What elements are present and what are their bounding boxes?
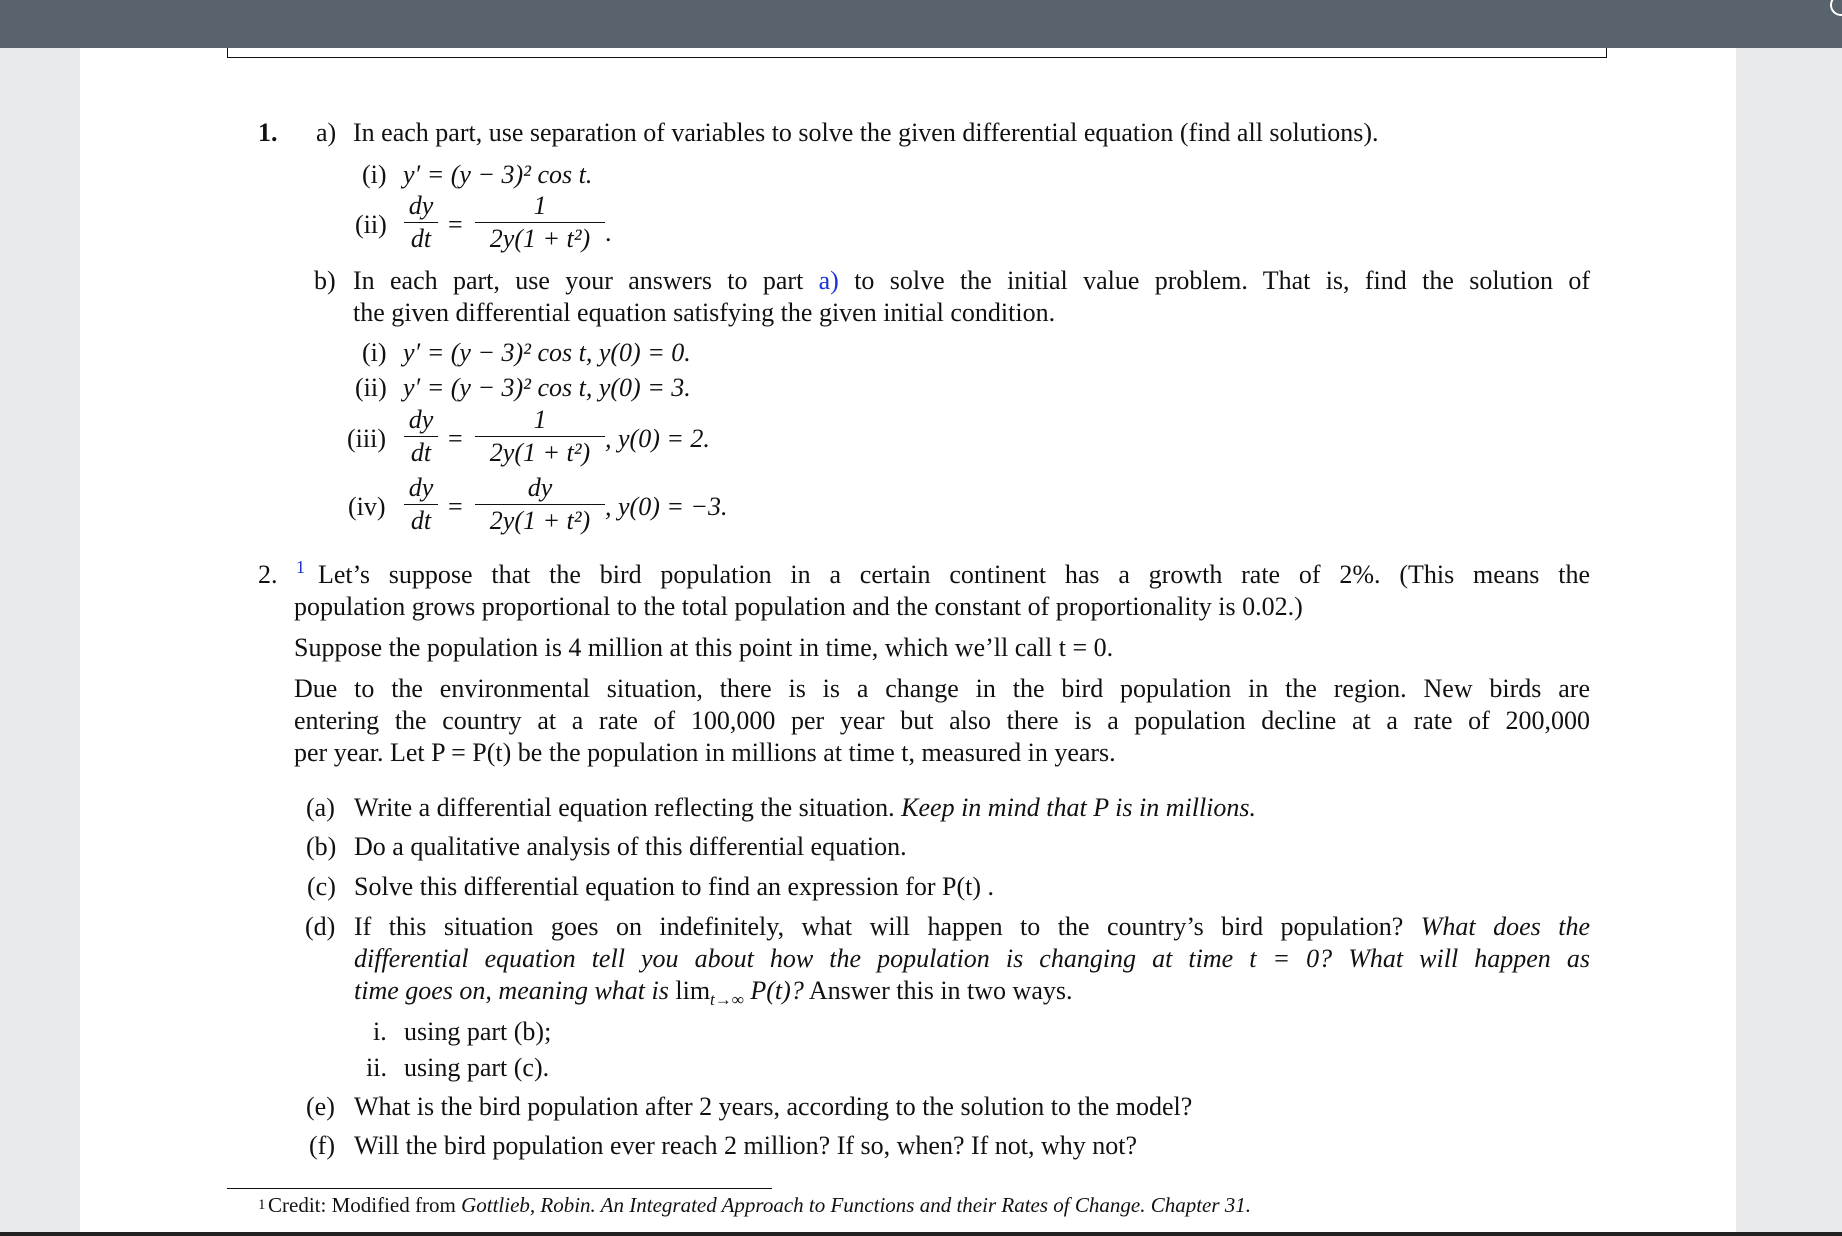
- item-1b-iv-lhs-fraction: dy dt: [404, 474, 438, 535]
- footnote-text: Credit: Modified from Gottlieb, Robin. An Integrated Approach to Functions and their Rates of Change. Chapter 31.: [268, 1193, 1252, 1217]
- item-1b-iii-rhs-fraction: 1 2y(1 + t²): [475, 406, 605, 467]
- item-1b-ii-expr: y′ = (y − 3)² cos t, y(0) = 3.: [403, 373, 691, 402]
- item-2c-text: Solve this differential equation to find an expression for P(t) .: [354, 872, 994, 901]
- subitem-ii-text: using part (c).: [404, 1053, 550, 1082]
- equals-sign: =: [448, 492, 463, 521]
- item-2d-line3: time goes on, meaning what is $\lim_{t\to\infty} P(t)$? Answer this in two ways.: [354, 976, 1073, 1010]
- item-2b-label: (b): [306, 832, 337, 861]
- item-1b-iii-lhs-fraction: dy dt: [404, 406, 438, 467]
- problem-2-para2: Suppose the population is 4 million at this point in time, which we’ll call t = 0.: [294, 633, 1114, 662]
- problem-1a-text: In each part, use separation of variables to solve the given differential equation (find all solutions).: [353, 118, 1379, 147]
- item-1a-ii-rhs-fraction: 1 2y(1 + t²): [475, 192, 605, 253]
- item-2f-text: Will the bird population ever reach 2 million? If so, when? If not, why not?: [354, 1131, 1138, 1160]
- equals-sign: =: [448, 424, 463, 453]
- item-2e-text: What is the bird population after 2 years, according to the solution to the model?: [354, 1092, 1193, 1121]
- problem-2-para1-line2: population grows proportional to the total population and the constant of proportionality is 0.02.): [294, 592, 1303, 621]
- item-2d-label: (d): [305, 912, 336, 941]
- problem-2-number: 2.: [258, 560, 278, 589]
- footnote-mark: 1: [258, 1197, 266, 1213]
- item-2a-label: (a): [306, 793, 335, 822]
- item-2d-line1: If this situation goes on indefinitely, what will happen to the country’s bird population? What does the: [354, 912, 1590, 941]
- item-2e-label: (e): [306, 1092, 335, 1121]
- problem-2-para3-line3: per year. Let P = P(t) be the population in millions at time t, measured in years.: [294, 738, 1116, 767]
- problem-2-para1-line1: Let’s suppose that the bird population in a certain continent has a growth rate of 2%. (This means the: [318, 560, 1590, 589]
- subitem-i-label: i.: [373, 1017, 387, 1046]
- subitem-i-text: using part (b);: [404, 1017, 552, 1046]
- footnote-link[interactable]: 1: [296, 557, 305, 577]
- item-2b-text: Do a qualitative analysis of this differential equation.: [354, 832, 907, 861]
- subitem-ii-label: ii.: [366, 1053, 387, 1082]
- item-2d-line2: differential equation tell you about how the population is changing at time t = 0? What will happen as: [354, 944, 1590, 973]
- viewer-toolbar: [0, 0, 1842, 48]
- item-2f-label: (f): [309, 1131, 335, 1160]
- item-1a-i-expr: y′ = (y − 3)² cos t.: [403, 160, 593, 189]
- page-top-rule: [227, 48, 1607, 58]
- item-2a-text: Write a differential equation reflecting the situation. Keep in mind that P is in millions.: [354, 793, 1257, 822]
- item-1b-i-label: (i): [362, 338, 387, 367]
- bottom-edge: [0, 1232, 1842, 1236]
- item-1b-iv-tail: , y(0) = −3.: [605, 492, 728, 521]
- problem-2-para3-line1: Due to the environmental situation, there is is a change in the bird population in the region. New birds are: [294, 674, 1590, 703]
- item-1a-ii-label: (ii): [355, 210, 387, 239]
- item-1b-iii-label: (iii): [347, 424, 386, 453]
- problem-1a-label: a): [316, 118, 337, 147]
- item-1b-iii-tail: , y(0) = 2.: [605, 424, 710, 453]
- part-a-link[interactable]: a): [818, 266, 839, 295]
- item-1a-i-label: (i): [362, 160, 387, 189]
- refresh-icon[interactable]: [1830, 0, 1842, 16]
- problem-1b-text-line2: the given differential equation satisfying the given initial condition.: [353, 298, 1056, 327]
- problem-1b-text-line1: In each part, use your answers to part a) to solve the initial value problem. That is, find the solution of: [353, 266, 1591, 295]
- item-1b-iv-rhs-fraction: dy 2y(1 + t²): [475, 474, 605, 535]
- problem-1b-label: b): [314, 266, 336, 295]
- item-1b-i-expr: y′ = (y − 3)² cos t, y(0) = 0.: [403, 338, 691, 367]
- item-1a-ii-tail: .: [605, 218, 612, 247]
- item-1b-iv-label: (iv): [348, 492, 386, 521]
- item-1b-ii-label: (ii): [355, 373, 387, 402]
- footnote-rule: [227, 1188, 772, 1189]
- problem-1-number: 1.: [258, 118, 278, 147]
- problem-2-para3-line2: entering the country at a rate of 100,000 per year but also there is a population decline at a rate of 200,000: [294, 706, 1590, 735]
- item-2c-label: (c): [307, 872, 336, 901]
- item-1a-ii-lhs-fraction: dy dt: [404, 192, 438, 253]
- equals-sign: =: [448, 210, 463, 239]
